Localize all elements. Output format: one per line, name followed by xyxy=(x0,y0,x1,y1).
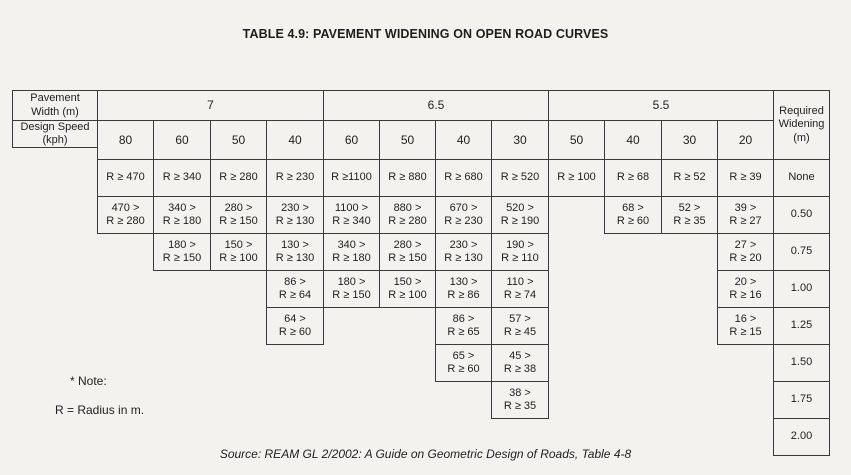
header-pavement-width-group: 7 xyxy=(97,90,324,121)
table-cell: 670 > R ≥ 230 xyxy=(435,196,492,234)
table-cell: 16 > R ≥ 15 xyxy=(717,307,774,345)
table-cell: 520 > R ≥ 190 xyxy=(491,196,549,234)
table-cell: 68 > R ≥ 60 xyxy=(604,196,662,234)
header-design-speed-value: 50 xyxy=(379,120,436,160)
header-design-speed-value: 60 xyxy=(153,120,211,160)
table-cell: 230 > R ≥ 130 xyxy=(266,196,324,234)
table-cell: R ≥1100 xyxy=(323,159,380,197)
table-cell: 280 > R ≥ 150 xyxy=(379,233,436,271)
table-cell: 150 > R ≥ 100 xyxy=(379,270,436,308)
table-cell: 38 > R ≥ 35 xyxy=(491,381,549,419)
table-cell: 190 > R ≥ 110 xyxy=(491,233,549,271)
table-title: TABLE 4.9: PAVEMENT WIDENING ON OPEN ROAD CURVES xyxy=(242,27,609,41)
header-design-speed-value: 50 xyxy=(548,120,605,160)
table-cell: R ≥ 680 xyxy=(435,159,492,197)
table-cell: 52 > R ≥ 35 xyxy=(661,196,718,234)
table-cell: 27 > R ≥ 20 xyxy=(717,233,774,271)
table-cell: 65 > R ≥ 60 xyxy=(435,344,492,382)
note-text: R = Radius in m. xyxy=(55,403,145,417)
table-cell: 45 > R ≥ 38 xyxy=(491,344,549,382)
header-pavement-width-group: 6.5 xyxy=(323,90,549,121)
table-cell: 1100 > R ≥ 340 xyxy=(323,196,380,234)
required-widening-cell: 1.25 xyxy=(773,307,830,345)
table-cell: 280 > R ≥ 150 xyxy=(210,196,267,234)
required-widening-cell: 0.50 xyxy=(773,196,830,234)
note-label: * Note: xyxy=(70,374,107,388)
required-widening-cell: None xyxy=(773,159,830,197)
table-cell: 86 > R ≥ 65 xyxy=(435,307,492,345)
header-pavement-width: Pavement Width (m) xyxy=(12,90,98,121)
table-cell: 20 > R ≥ 16 xyxy=(717,270,774,308)
header-design-speed-value: 30 xyxy=(491,120,549,160)
table-cell: 880 > R ≥ 280 xyxy=(379,196,436,234)
table-cell: 130 > R ≥ 86 xyxy=(435,270,492,308)
table-cell: R ≥ 100 xyxy=(548,159,605,197)
table-cell: 130 > R ≥ 130 xyxy=(266,233,324,271)
required-widening-cell: 2.00 xyxy=(773,418,830,456)
table-cell: 86 > R ≥ 64 xyxy=(266,270,324,308)
table-cell: 39 > R ≥ 27 xyxy=(717,196,774,234)
table-cell: 110 > R ≥ 74 xyxy=(491,270,549,308)
table-cell: R ≥ 340 xyxy=(153,159,211,197)
table-cell: 340 > R ≥ 180 xyxy=(323,233,380,271)
table-cell: 150 > R ≥ 100 xyxy=(210,233,267,271)
table-cell: 57 > R ≥ 45 xyxy=(491,307,549,345)
header-design-speed-value: 50 xyxy=(210,120,267,160)
table-cell: R ≥ 230 xyxy=(266,159,324,197)
required-widening-cell: 0.75 xyxy=(773,233,830,271)
table-cell: 180 > R ≥ 150 xyxy=(153,233,211,271)
table-cell: R ≥ 68 xyxy=(604,159,662,197)
table-cell: 180 > R ≥ 150 xyxy=(323,270,380,308)
header-design-speed-value: 80 xyxy=(97,120,154,160)
table-cell: R ≥ 280 xyxy=(210,159,267,197)
header-design-speed: Design Speed (kph) xyxy=(12,120,98,148)
header-design-speed-value: 60 xyxy=(323,120,380,160)
header-required-widening: Required Widening (m) xyxy=(773,90,830,160)
header-pavement-width-group: 5.5 xyxy=(548,90,774,121)
table-cell: 470 > R ≥ 280 xyxy=(97,196,154,234)
table-cell: R ≥ 520 xyxy=(491,159,549,197)
header-design-speed-value: 20 xyxy=(717,120,774,160)
header-design-speed-value: 40 xyxy=(435,120,492,160)
table-cell: R ≥ 39 xyxy=(717,159,774,197)
table-cell: 64 > R ≥ 60 xyxy=(266,307,324,345)
table-cell: R ≥ 52 xyxy=(661,159,718,197)
source-citation: Source: REAM GL 2/2002: A Guide on Geometric Design of Roads, Table 4-8 xyxy=(219,447,632,461)
table-cell: 340 > R ≥ 180 xyxy=(153,196,211,234)
header-design-speed-value: 40 xyxy=(266,120,324,160)
header-design-speed-value: 40 xyxy=(604,120,662,160)
table-cell: R ≥ 880 xyxy=(379,159,436,197)
table-cell: 230 > R ≥ 130 xyxy=(435,233,492,271)
required-widening-cell: 1.50 xyxy=(773,344,830,382)
required-widening-cell: 1.75 xyxy=(773,381,830,419)
table-cell: R ≥ 470 xyxy=(97,159,154,197)
header-design-speed-value: 30 xyxy=(661,120,718,160)
required-widening-cell: 1.00 xyxy=(773,270,830,308)
